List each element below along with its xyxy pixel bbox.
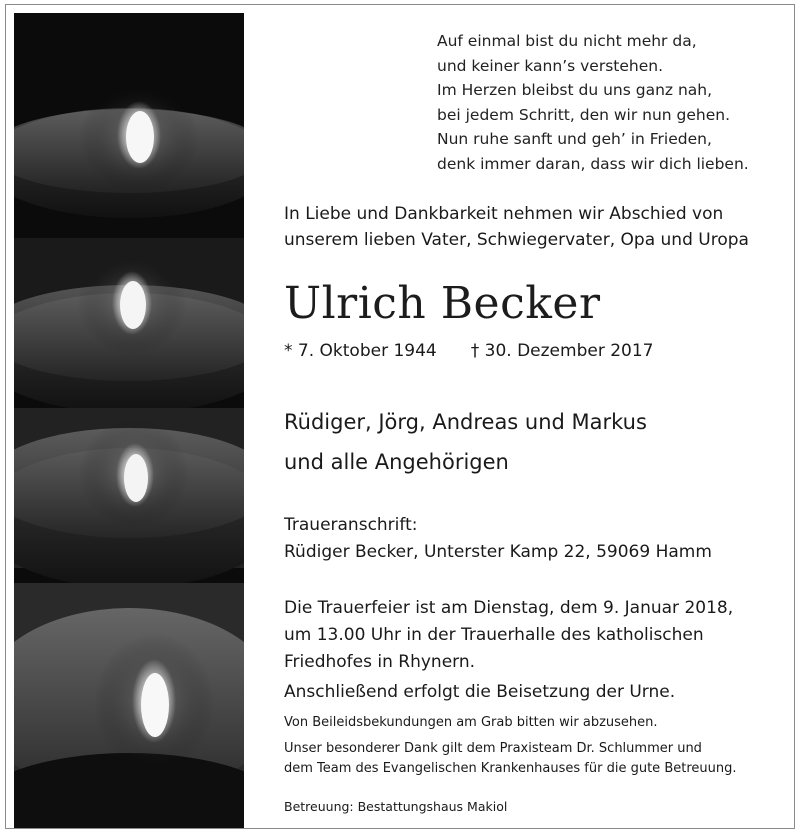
thanks-note bbox=[284, 739, 737, 779]
mourners-line: Rüdiger, Jörg, Andreas und Markus bbox=[284, 410, 647, 434]
poem-line: Auf einmal bist du nicht mehr da, bbox=[437, 32, 697, 50]
poem bbox=[437, 29, 749, 176]
poem-line: Nun ruhe sanft und geh’ in Frieden, bbox=[437, 130, 712, 148]
poem-line: und keiner kann’s verstehen. bbox=[437, 56, 663, 75]
mourners bbox=[284, 402, 647, 482]
mourners-line: und alle Angehörigen bbox=[284, 450, 509, 474]
address-line: Rüdiger Becker, Unterster Kamp 22, 59069 Hamm bbox=[284, 542, 712, 562]
undertaker-credit: Betreuung: Bestattungshaus Makiol bbox=[284, 799, 508, 814]
obituary-notice bbox=[5, 4, 795, 829]
poem-line: denk immer daran, dass wir dich lieben. bbox=[437, 154, 749, 173]
deceased-name: Ulrich Becker bbox=[284, 278, 601, 329]
service-line: um 13.00 Uhr in der Trauerhalle des katholischen bbox=[284, 625, 704, 645]
death-date: † 30. Dezember 2017 bbox=[470, 341, 654, 361]
service-line: Friedhofes in Rhynern. bbox=[284, 652, 476, 672]
candle-flames-icon bbox=[14, 13, 244, 828]
address-label: Traueranschrift: bbox=[284, 515, 418, 535]
life-dates bbox=[284, 338, 653, 364]
burial-info: Anschließend erfolgt die Beisetzung der Urne. bbox=[284, 682, 676, 702]
funeral-service-info bbox=[284, 595, 733, 676]
mourning-address bbox=[284, 512, 712, 566]
condolence-note: Von Beileidsbekundungen am Grab bitten wir abzusehen. bbox=[284, 715, 658, 730]
thanks-line: dem Team des Evangelischen Krankenhauses für die gute Betreuung. bbox=[284, 761, 737, 776]
thanks-line: Unser besonderer Dank gilt dem Praxisteam Dr. Schlummer und bbox=[284, 741, 702, 756]
service-line: Die Trauerfeier ist am Dienstag, dem 9. Januar 2018, bbox=[284, 598, 734, 618]
intro-line: unserem lieben Vater, Schwiegervater, Opa und Uropa bbox=[284, 230, 749, 250]
candles-photo bbox=[14, 13, 244, 828]
intro-line: In Liebe und Dankbarkeit nehmen wir Abschied von bbox=[284, 204, 724, 224]
farewell-intro bbox=[284, 201, 749, 253]
birth-date: * 7. Oktober 1944 bbox=[284, 341, 437, 361]
poem-line: bei jedem Schritt, den wir nun gehen. bbox=[437, 105, 731, 124]
poem-line: Im Herzen bleibst du uns ganz nah, bbox=[437, 81, 713, 99]
